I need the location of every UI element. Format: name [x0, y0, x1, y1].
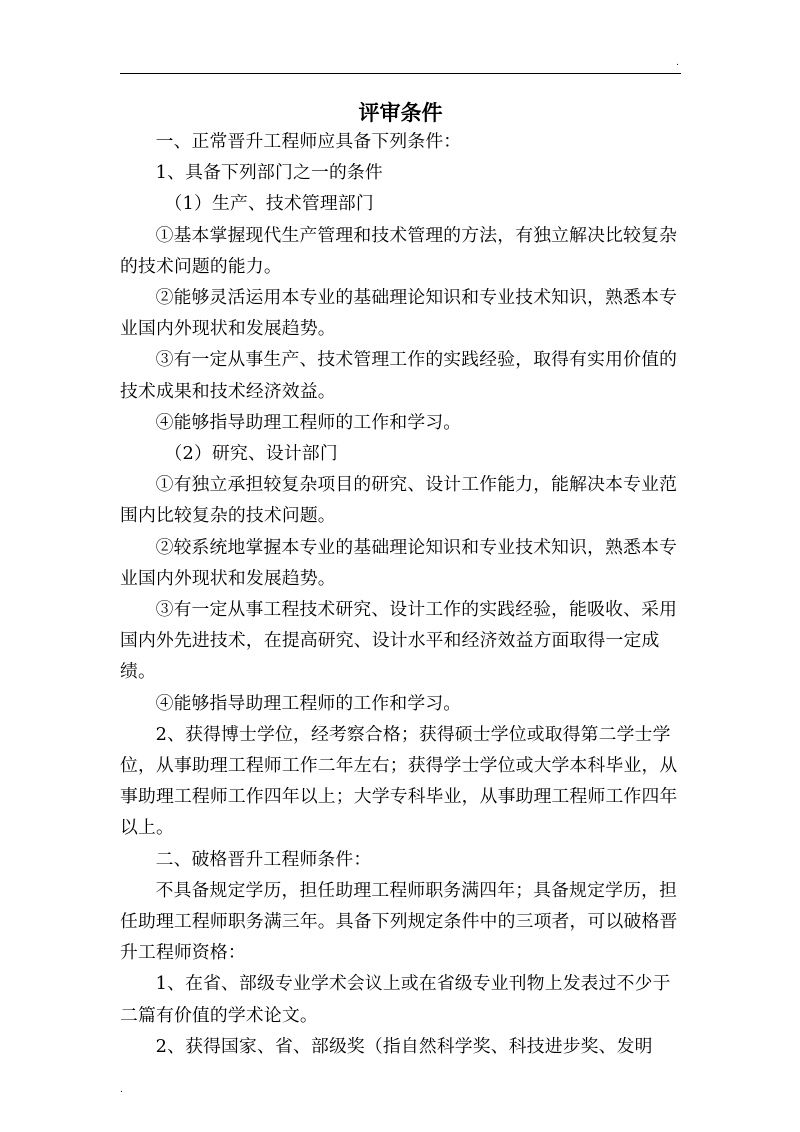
body-paragraph: ④能够指导助理工程师的工作和学习。 — [155, 692, 462, 714]
subsection-heading: （2）研究、设计部门 — [164, 443, 338, 465]
body-paragraph: 2、获得国家、省、部级奖（指自然科学奖、科技进步奖、发明 — [155, 1035, 653, 1057]
subsection-heading: （1）生产、技术管理部门 — [164, 193, 374, 215]
body-paragraph: ②能够灵活运用本专业的基础理论知识和专业技术知识，熟悉本专业国内外现状和发展趋势。 — [120, 287, 678, 340]
body-paragraph: ③有一定从事工程技术研究、设计工作的实践经验，能吸收、采用国内外先进技术，在提高研究、设计水平和经济效益方面取得一定成绩。 — [120, 599, 678, 683]
section-heading: 一、正常晋升工程师应具备下列条件： — [155, 131, 462, 152]
body-paragraph: 不具备规定学历，担任助理工程师职务满四年；具备规定学历，担任助理工程师职务满三年。具备下列规定条件中的三项者，可以破格晋升工程师资格： — [120, 879, 678, 964]
body-paragraph: ④能够指导助理工程师的工作和学习。 — [155, 411, 462, 433]
header-mark: . — [676, 58, 679, 68]
document-body — [120, 126, 682, 1062]
body-paragraph: 1、在省、部级专业学术会议上或在省级专业刊物上发表过不少于二篇有价值的学术论文。 — [120, 973, 671, 1026]
section-heading: 二、破格晋升工程师条件： — [155, 848, 372, 870]
document-title: 评审条件 — [358, 100, 443, 125]
body-paragraph: 2、获得博士学位，经考察合格；获得硕士学位或取得第二学士学位，从事助理工程师工作二年左右；获得学士学位或大学本科毕业，从事助理工程师工作四年以上；大学专科毕业，从事助理工程师工作四年以上。 — [120, 723, 678, 839]
condition-heading: 1、具备下列部门之一的条件 — [155, 162, 383, 184]
body-paragraph: ②较系统地掌握本专业的基础理论知识和专业技术知识，熟悉本专业国内外现状和发展趋势。 — [120, 536, 678, 589]
body-paragraph: ③有一定从事生产、技术管理工作的实践经验，取得有实用价值的技术成果和技术经济效益。 — [120, 349, 678, 402]
body-paragraph: ①有独立承担较复杂项目的研究、设计工作能力，能解决本专业范围内比较复杂的技术问题。 — [120, 474, 678, 527]
footer-mark: . — [120, 1085, 123, 1095]
body-paragraph: ①基本掌握现代生产管理和技术管理的方法，有独立解决比较复杂的技术问题的能力。 — [120, 224, 678, 277]
header-rule — [120, 73, 681, 74]
